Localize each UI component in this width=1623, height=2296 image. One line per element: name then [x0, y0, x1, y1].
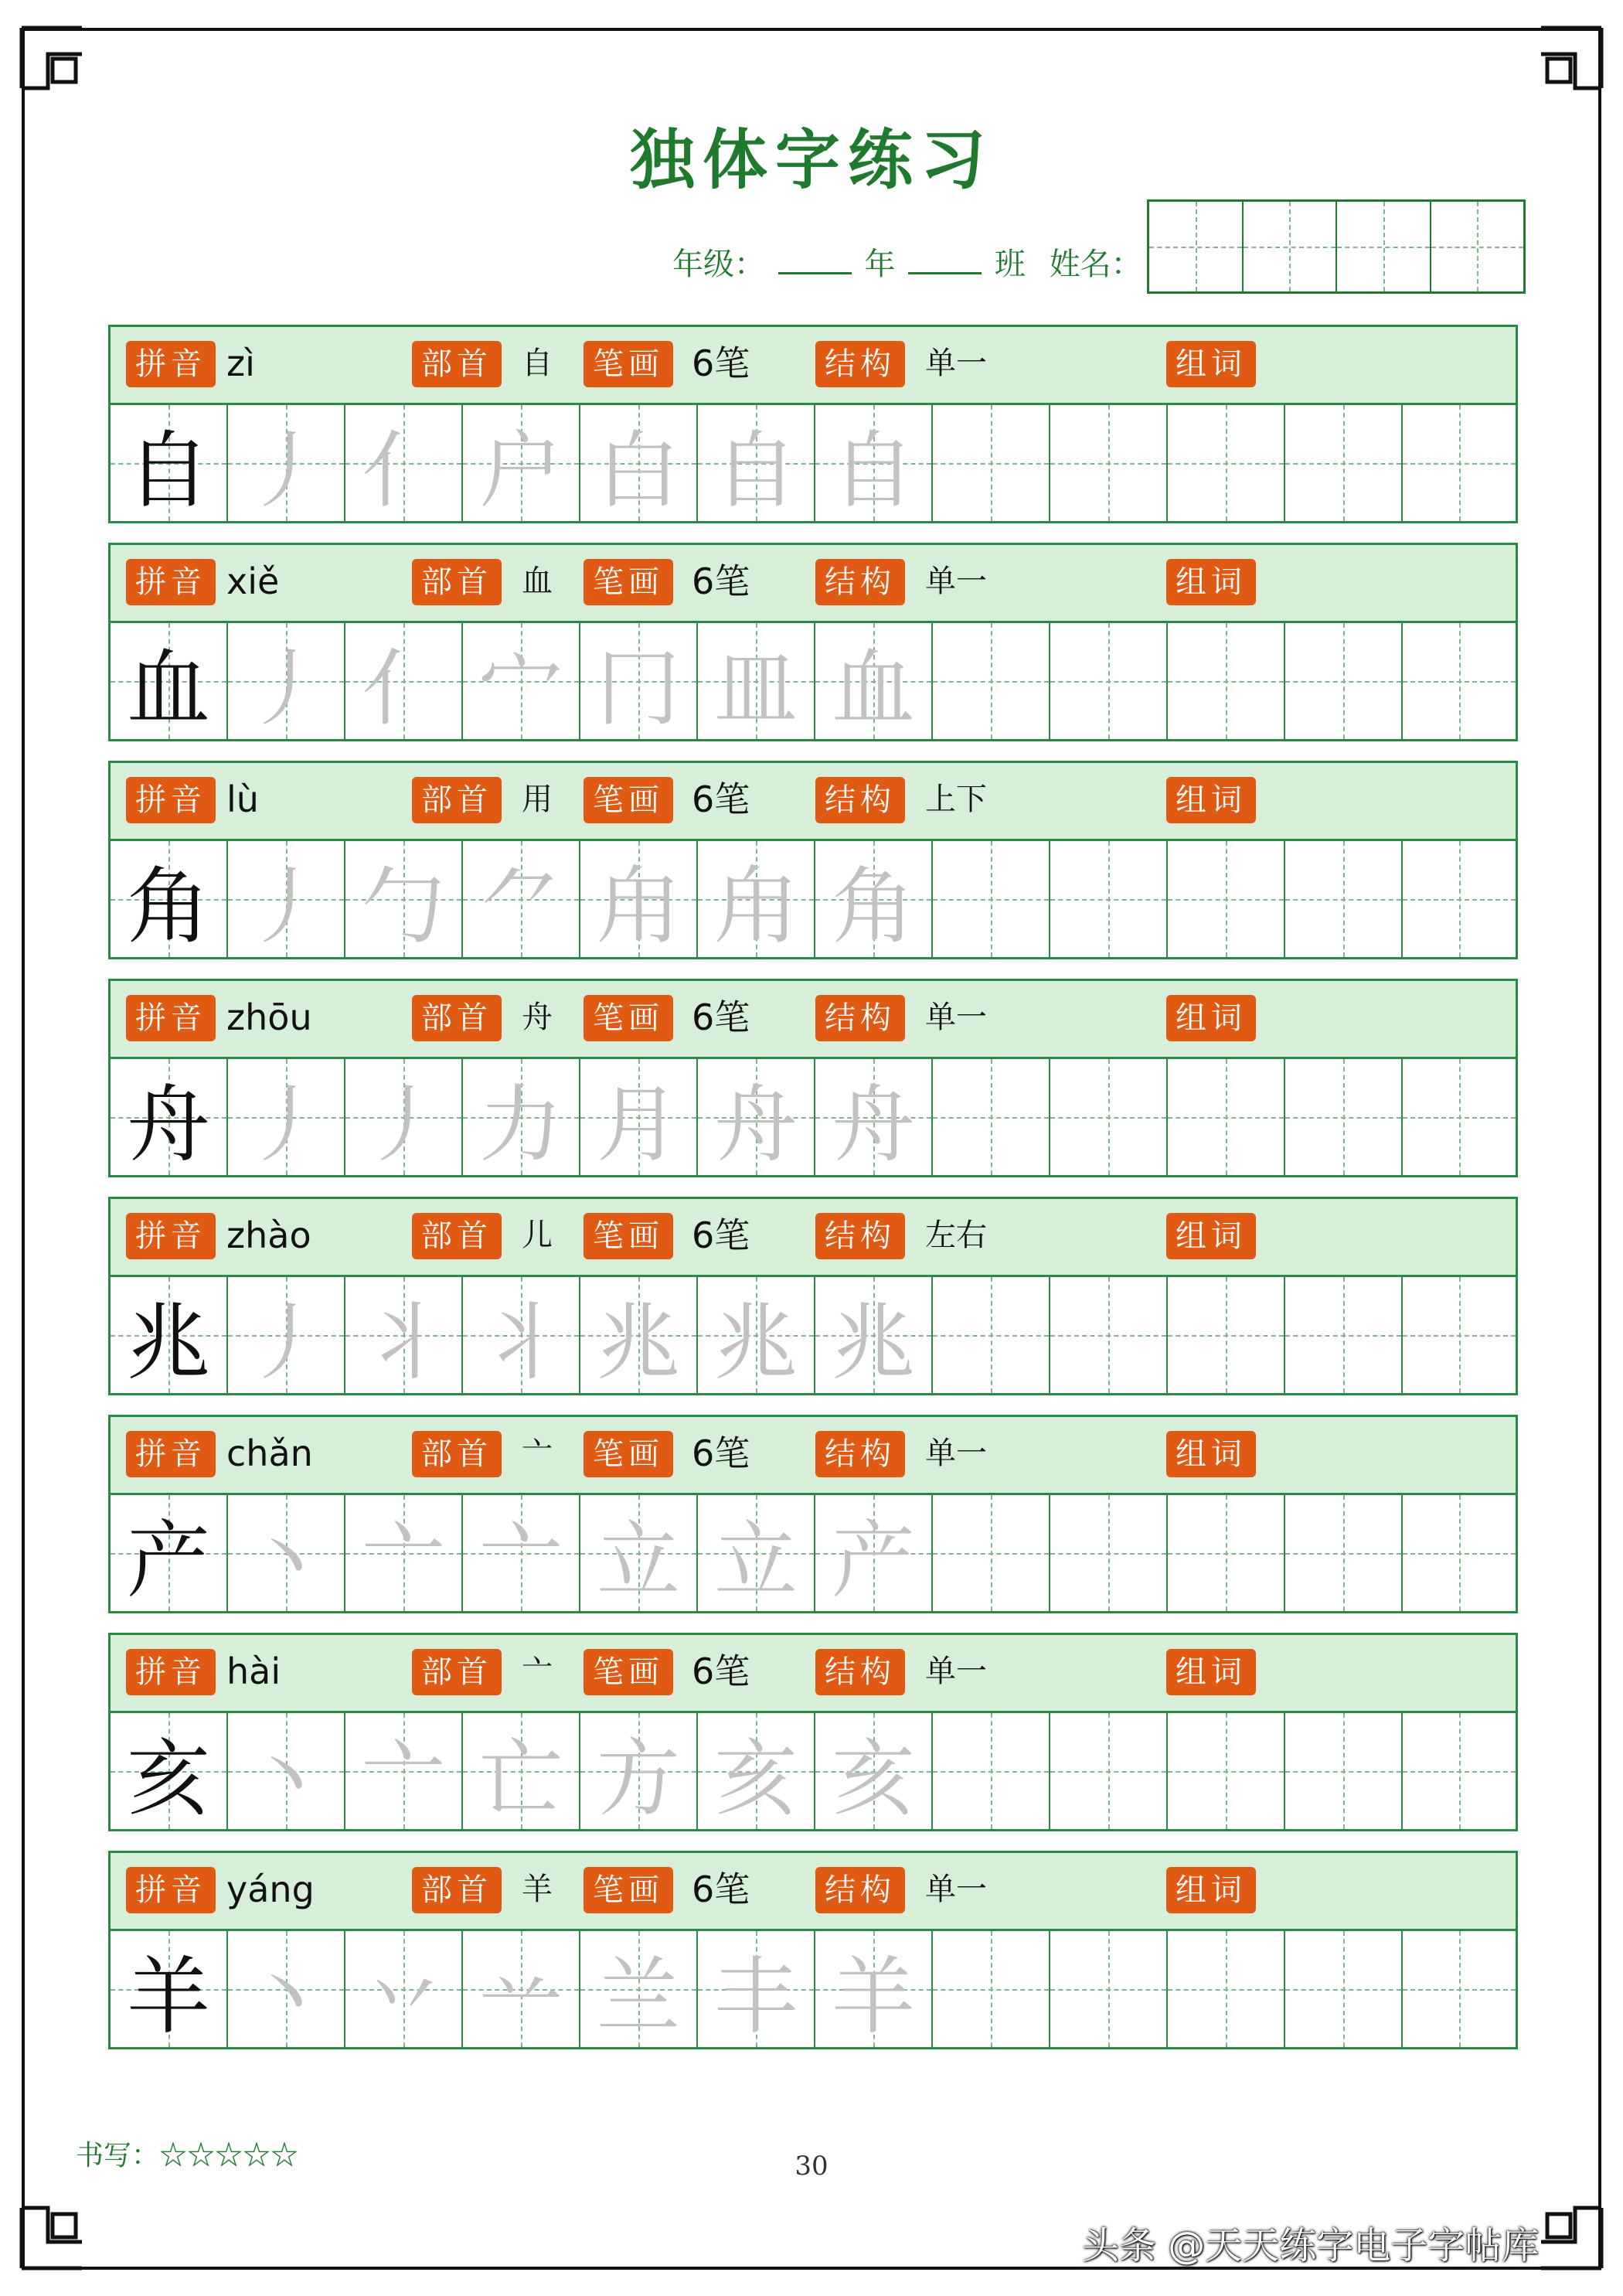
stroke-trace: 兆 [831, 1294, 915, 1392]
corner-ornament-bottom-left [17, 2203, 87, 2273]
structure-tag: 结构 [815, 1649, 905, 1695]
corner-ornament-bottom-right [1536, 2203, 1606, 2273]
strokes-value: 6笔 [692, 1650, 750, 1692]
strokes-value: 6笔 [692, 560, 750, 602]
stroke-trace: 丿 [243, 858, 328, 956]
writing-grid [111, 1277, 1516, 1393]
writing-cell[interactable] [111, 1277, 228, 1393]
strokes-value: 6笔 [692, 1214, 750, 1256]
words-tag: 组词 [1166, 1649, 1256, 1695]
writing-cell[interactable] [228, 1495, 345, 1611]
writing-cell[interactable] [111, 1495, 228, 1611]
writing-cell[interactable] [933, 1495, 1050, 1611]
writing-cell[interactable] [111, 405, 228, 521]
pinyin-value: lù [226, 778, 259, 820]
model-character: 自 [126, 422, 210, 519]
model-character: 兆 [126, 1294, 210, 1392]
stroke-trace: 亡 [478, 1730, 563, 1828]
strokes-tag: 笔画 [584, 995, 673, 1041]
name-label: 姓名： [1049, 247, 1142, 282]
writing-grid [111, 1713, 1516, 1829]
stroke-trace: 丬 [478, 1294, 563, 1392]
stroke-trace: 舟 [713, 1076, 798, 1174]
writing-cell[interactable] [933, 1931, 1050, 2047]
writing-cell[interactable] [345, 623, 463, 739]
writing-cell[interactable] [1403, 1931, 1516, 2047]
strokes-tag: 笔画 [584, 341, 673, 387]
writing-grid [111, 623, 1516, 739]
stroke-trace: 户 [478, 422, 563, 519]
structure-tag: 结构 [815, 995, 905, 1041]
writing-cell[interactable] [580, 1495, 698, 1611]
writing-cell[interactable] [1168, 1277, 1285, 1393]
radical-value: 自 [522, 346, 553, 381]
stroke-trace: 力 [478, 1076, 563, 1174]
page-title: 独体字练习 [629, 121, 993, 198]
structure-value: 单一 [925, 1872, 987, 1907]
writing-cell[interactable] [228, 623, 345, 739]
pinyin-tag: 拼音 [126, 341, 216, 387]
practice-header [111, 1417, 1516, 1495]
practice-block [108, 1851, 1518, 2049]
radical-tag: 部首 [412, 1649, 502, 1695]
writing-cell[interactable] [1050, 1495, 1168, 1611]
practice-header [111, 545, 1516, 623]
radical-tag: 部首 [412, 559, 502, 605]
writing-cell[interactable] [1168, 405, 1285, 521]
model-character: 血 [126, 640, 210, 738]
structure-value: 单一 [925, 346, 987, 381]
writing-grid [111, 1931, 1516, 2047]
writing-cell[interactable] [1285, 1059, 1403, 1175]
writing-cell[interactable] [698, 841, 815, 957]
stroke-trace: 立 [596, 1512, 680, 1610]
stroke-trace: 宀 [478, 640, 563, 738]
writing-grid [111, 1059, 1516, 1175]
model-character: 羊 [126, 1948, 210, 2046]
pinyin-tag: 拼音 [126, 995, 216, 1041]
class-label: 班 [994, 247, 1026, 282]
stroke-trace: 丶 [243, 1948, 328, 2046]
words-tag: 组词 [1166, 559, 1256, 605]
practice-header [111, 1853, 1516, 1931]
words-tag: 组词 [1166, 1213, 1256, 1259]
pinyin-value: chǎn [226, 1432, 313, 1474]
stroke-trace: 亥 [713, 1730, 798, 1828]
writing-cell[interactable] [815, 1059, 933, 1175]
writing-cell[interactable] [1403, 1495, 1516, 1611]
strokes-value: 6笔 [692, 778, 750, 820]
grade-blank[interactable] [778, 249, 852, 274]
structure-tag: 结构 [815, 559, 905, 605]
writing-cell[interactable] [1403, 1277, 1516, 1393]
writing-grid [111, 1495, 1516, 1611]
writing-cell[interactable] [933, 623, 1050, 739]
writing-cell[interactable] [463, 1059, 580, 1175]
writing-cell[interactable] [698, 1277, 815, 1393]
practice-block [108, 979, 1518, 1177]
words-tag: 组词 [1166, 1867, 1256, 1913]
writing-cell[interactable] [1168, 1059, 1285, 1175]
writing-cell[interactable] [698, 1495, 815, 1611]
strokes-tag: 笔画 [584, 1213, 673, 1259]
stroke-trace: 丿 [243, 1076, 328, 1174]
pinyin-value: zhào [226, 1214, 311, 1256]
structure-value: 上下 [925, 782, 987, 817]
writing-cell[interactable] [698, 1931, 815, 2047]
stroke-trace: 亻 [361, 640, 445, 738]
stroke-trace: 丿 [361, 1076, 445, 1174]
grade-label: 年级： [672, 247, 765, 282]
stroke-trace: 自 [831, 422, 915, 519]
writing-cell[interactable] [228, 1059, 345, 1175]
writing-cell[interactable] [1403, 1713, 1516, 1829]
structure-value: 左右 [925, 1218, 987, 1253]
writing-cell[interactable] [580, 623, 698, 739]
name-cell[interactable] [1337, 202, 1431, 291]
structure-tag: 结构 [815, 341, 905, 387]
name-cell[interactable] [1149, 202, 1244, 291]
radical-tag: 部首 [412, 995, 502, 1041]
radical-value: 儿 [522, 1218, 553, 1253]
writing-cell[interactable] [815, 623, 933, 739]
writing-cell[interactable] [463, 1277, 580, 1393]
writing-cell[interactable] [698, 623, 815, 739]
stroke-trace: 自 [713, 422, 798, 519]
pinyin-tag: 拼音 [126, 1213, 216, 1259]
writing-cell[interactable] [1403, 623, 1516, 739]
stroke-trace: 丿 [243, 422, 328, 519]
strokes-value: 6笔 [692, 1432, 750, 1474]
writing-cell[interactable] [1403, 405, 1516, 521]
stroke-trace: 丿 [243, 640, 328, 738]
writing-cell[interactable] [933, 841, 1050, 957]
stroke-trace: 兆 [713, 1294, 798, 1392]
radical-tag: 部首 [412, 1867, 502, 1913]
practice-header [111, 1635, 1516, 1713]
name-writing-box[interactable] [1147, 199, 1526, 294]
radical-value: 羊 [522, 1872, 553, 1907]
pinyin-tag: 拼音 [126, 1649, 216, 1695]
writing-cell[interactable] [111, 841, 228, 957]
stroke-trace: 兰 [596, 1948, 680, 2046]
writing-cell[interactable] [698, 405, 815, 521]
writing-cell[interactable] [1285, 405, 1403, 521]
writing-cell[interactable] [1050, 841, 1168, 957]
radical-value: 用 [522, 782, 553, 817]
writing-cell[interactable] [1050, 1059, 1168, 1175]
radical-tag: 部首 [412, 341, 502, 387]
writing-cell[interactable] [815, 1713, 933, 1829]
stroke-trace: 亻 [361, 422, 445, 519]
stroke-trace: 甪 [713, 858, 798, 956]
stroke-trace: 丿 [243, 1294, 328, 1392]
pinyin-value: hài [226, 1650, 281, 1692]
stroke-trace: 亥 [831, 1730, 915, 1828]
writing-cell[interactable] [345, 1277, 463, 1393]
writing-grid [111, 405, 1516, 521]
writing-cell[interactable] [580, 841, 698, 957]
watermark: 头条 @天天练字电子字帖库 [1082, 2224, 1540, 2267]
writing-cell[interactable] [463, 1713, 580, 1829]
structure-tag: 结构 [815, 1431, 905, 1477]
pinyin-value: xiě [226, 560, 280, 602]
writing-cell[interactable] [345, 1931, 463, 2047]
writing-cell[interactable] [463, 623, 580, 739]
stroke-trace: 丶 [243, 1512, 328, 1610]
structure-tag: 结构 [815, 1213, 905, 1259]
stroke-trace: 丰 [713, 1948, 798, 2046]
student-info [672, 240, 1142, 284]
writing-cell[interactable] [1285, 623, 1403, 739]
words-tag: 组词 [1166, 777, 1256, 823]
writing-cell[interactable] [815, 1277, 933, 1393]
writing-cell[interactable] [1050, 1277, 1168, 1393]
writing-cell[interactable] [1285, 1495, 1403, 1611]
radical-value: 亠 [522, 1436, 553, 1471]
writing-cell[interactable] [463, 841, 580, 957]
words-tag: 组词 [1166, 995, 1256, 1041]
writing-cell[interactable] [345, 1059, 463, 1175]
class-blank[interactable] [908, 249, 982, 274]
radical-value: 血 [522, 564, 553, 599]
writing-cell[interactable] [580, 405, 698, 521]
writing-cell[interactable] [1285, 841, 1403, 957]
writing-cell[interactable] [580, 1713, 698, 1829]
writing-cell[interactable] [228, 1277, 345, 1393]
writing-cell[interactable] [1168, 1713, 1285, 1829]
writing-cell[interactable] [1285, 1277, 1403, 1393]
writing-cell[interactable] [345, 1713, 463, 1829]
practice-block [108, 325, 1518, 523]
stroke-trace: 皿 [713, 640, 798, 738]
practice-header [111, 763, 1516, 841]
writing-cell[interactable] [463, 1931, 580, 2047]
name-cell[interactable] [1431, 202, 1524, 291]
writing-cell[interactable] [933, 1277, 1050, 1393]
words-tag: 组词 [1166, 1431, 1256, 1477]
corner-ornament-top-left [17, 23, 87, 93]
writing-cell[interactable] [698, 1713, 815, 1829]
practice-block [108, 761, 1518, 959]
radical-tag: 部首 [412, 777, 502, 823]
writing-cell[interactable] [815, 1931, 933, 2047]
model-character: 亥 [126, 1730, 210, 1828]
pinyin-tag: 拼音 [126, 1867, 216, 1913]
practice-header [111, 981, 1516, 1059]
strokes-tag: 笔画 [584, 777, 673, 823]
writing-rating: 书写：☆☆☆☆☆ [76, 2140, 299, 2172]
stroke-trace: 立 [713, 1512, 798, 1610]
writing-cell[interactable] [345, 841, 463, 957]
writing-cell[interactable] [815, 405, 933, 521]
practice-block [108, 1197, 1518, 1395]
stroke-trace: 角 [831, 858, 915, 956]
writing-cell[interactable] [933, 1713, 1050, 1829]
writing-cell[interactable] [111, 623, 228, 739]
radical-tag: 部首 [412, 1431, 502, 1477]
writing-cell[interactable] [580, 1059, 698, 1175]
strokes-tag: 笔画 [584, 1649, 673, 1695]
writing-cell[interactable] [228, 1713, 345, 1829]
writing-cell[interactable] [933, 1059, 1050, 1175]
writing-cell[interactable] [1168, 1931, 1285, 2047]
writing-cell[interactable] [463, 405, 580, 521]
writing-cell[interactable] [933, 405, 1050, 521]
writing-cell[interactable] [228, 1931, 345, 2047]
writing-cell[interactable] [1050, 623, 1168, 739]
strokes-value: 6笔 [692, 1868, 750, 1910]
stroke-trace: 舟 [831, 1076, 915, 1174]
stroke-trace: 丷 [361, 1948, 445, 2046]
stroke-trace: 勹 [361, 858, 445, 956]
writing-cell[interactable] [580, 1277, 698, 1393]
writing-cell[interactable] [1168, 841, 1285, 957]
writing-cell[interactable] [345, 405, 463, 521]
writing-cell[interactable] [228, 405, 345, 521]
writing-cell[interactable] [1050, 405, 1168, 521]
structure-tag: 结构 [815, 1867, 905, 1913]
name-cell[interactable] [1244, 202, 1338, 291]
pinyin-value: yáng [226, 1868, 315, 1910]
stroke-trace: 月 [596, 1076, 680, 1174]
radical-tag: 部首 [412, 1213, 502, 1259]
structure-value: 单一 [925, 1436, 987, 1471]
pinyin-tag: 拼音 [126, 559, 216, 605]
strokes-tag: 笔画 [584, 1867, 673, 1913]
stroke-trace: 亠 [478, 1512, 563, 1610]
stroke-trace: 亠 [361, 1730, 445, 1828]
practice-header [111, 1199, 1516, 1277]
writing-cell[interactable] [1403, 841, 1516, 957]
writing-cell[interactable] [1168, 1495, 1285, 1611]
model-character: 产 [126, 1512, 210, 1610]
writing-cell[interactable] [580, 1931, 698, 2047]
structure-value: 单一 [925, 1654, 987, 1689]
stroke-trace: 兆 [596, 1294, 680, 1392]
strokes-tag: 笔画 [584, 559, 673, 605]
stroke-trace: 丬 [361, 1294, 445, 1392]
writing-cell[interactable] [111, 1713, 228, 1829]
writing-cell[interactable] [1285, 1931, 1403, 2047]
practice-block [108, 1633, 1518, 1831]
stroke-trace: 产 [831, 1512, 915, 1610]
stroke-trace: 羊 [831, 1948, 915, 2046]
structure-value: 单一 [925, 564, 987, 599]
writing-cell[interactable] [698, 1059, 815, 1175]
writing-cell[interactable] [463, 1495, 580, 1611]
writing-cell[interactable] [1285, 1713, 1403, 1829]
stroke-trace: 白 [596, 422, 680, 519]
stroke-trace: ⺈ [478, 858, 563, 956]
pinyin-value: zhōu [226, 996, 312, 1038]
model-character: 角 [126, 858, 210, 956]
writing-cell[interactable] [1168, 623, 1285, 739]
year-label: 年 [864, 247, 896, 282]
writing-grid [111, 841, 1516, 957]
practice-block [108, 543, 1518, 741]
writing-cell[interactable] [815, 841, 933, 957]
stroke-trace: 甪 [596, 858, 680, 956]
pinyin-tag: 拼音 [126, 1431, 216, 1477]
structure-tag: 结构 [815, 777, 905, 823]
stroke-trace: 亠 [361, 1512, 445, 1610]
practice-header [111, 327, 1516, 405]
model-character: 舟 [126, 1076, 210, 1174]
stroke-trace: 血 [831, 640, 915, 738]
writing-cell[interactable] [228, 841, 345, 957]
strokes-value: 6笔 [692, 996, 750, 1038]
writing-cell[interactable] [345, 1495, 463, 1611]
stroke-trace: 方 [596, 1730, 680, 1828]
stroke-trace: 冂 [596, 640, 680, 738]
radical-value: 舟 [522, 1000, 553, 1035]
corner-ornament-top-right [1536, 23, 1606, 93]
writing-cell[interactable] [815, 1495, 933, 1611]
writing-cell[interactable] [111, 1931, 228, 2047]
writing-cell[interactable] [111, 1059, 228, 1175]
writing-cell[interactable] [1050, 1931, 1168, 2047]
pinyin-tag: 拼音 [126, 777, 216, 823]
pinyin-value: zì [226, 342, 255, 384]
strokes-value: 6笔 [692, 342, 750, 384]
writing-cell[interactable] [1050, 1713, 1168, 1829]
radical-value: 亠 [522, 1654, 553, 1689]
stroke-trace: 䒑 [478, 1948, 563, 2046]
structure-value: 单一 [925, 1000, 987, 1035]
page-number: 30 [794, 2151, 829, 2182]
practice-block [108, 1415, 1518, 1613]
words-tag: 组词 [1166, 341, 1256, 387]
strokes-tag: 笔画 [584, 1431, 673, 1477]
writing-cell[interactable] [1403, 1059, 1516, 1175]
stroke-trace: 丶 [243, 1730, 328, 1828]
